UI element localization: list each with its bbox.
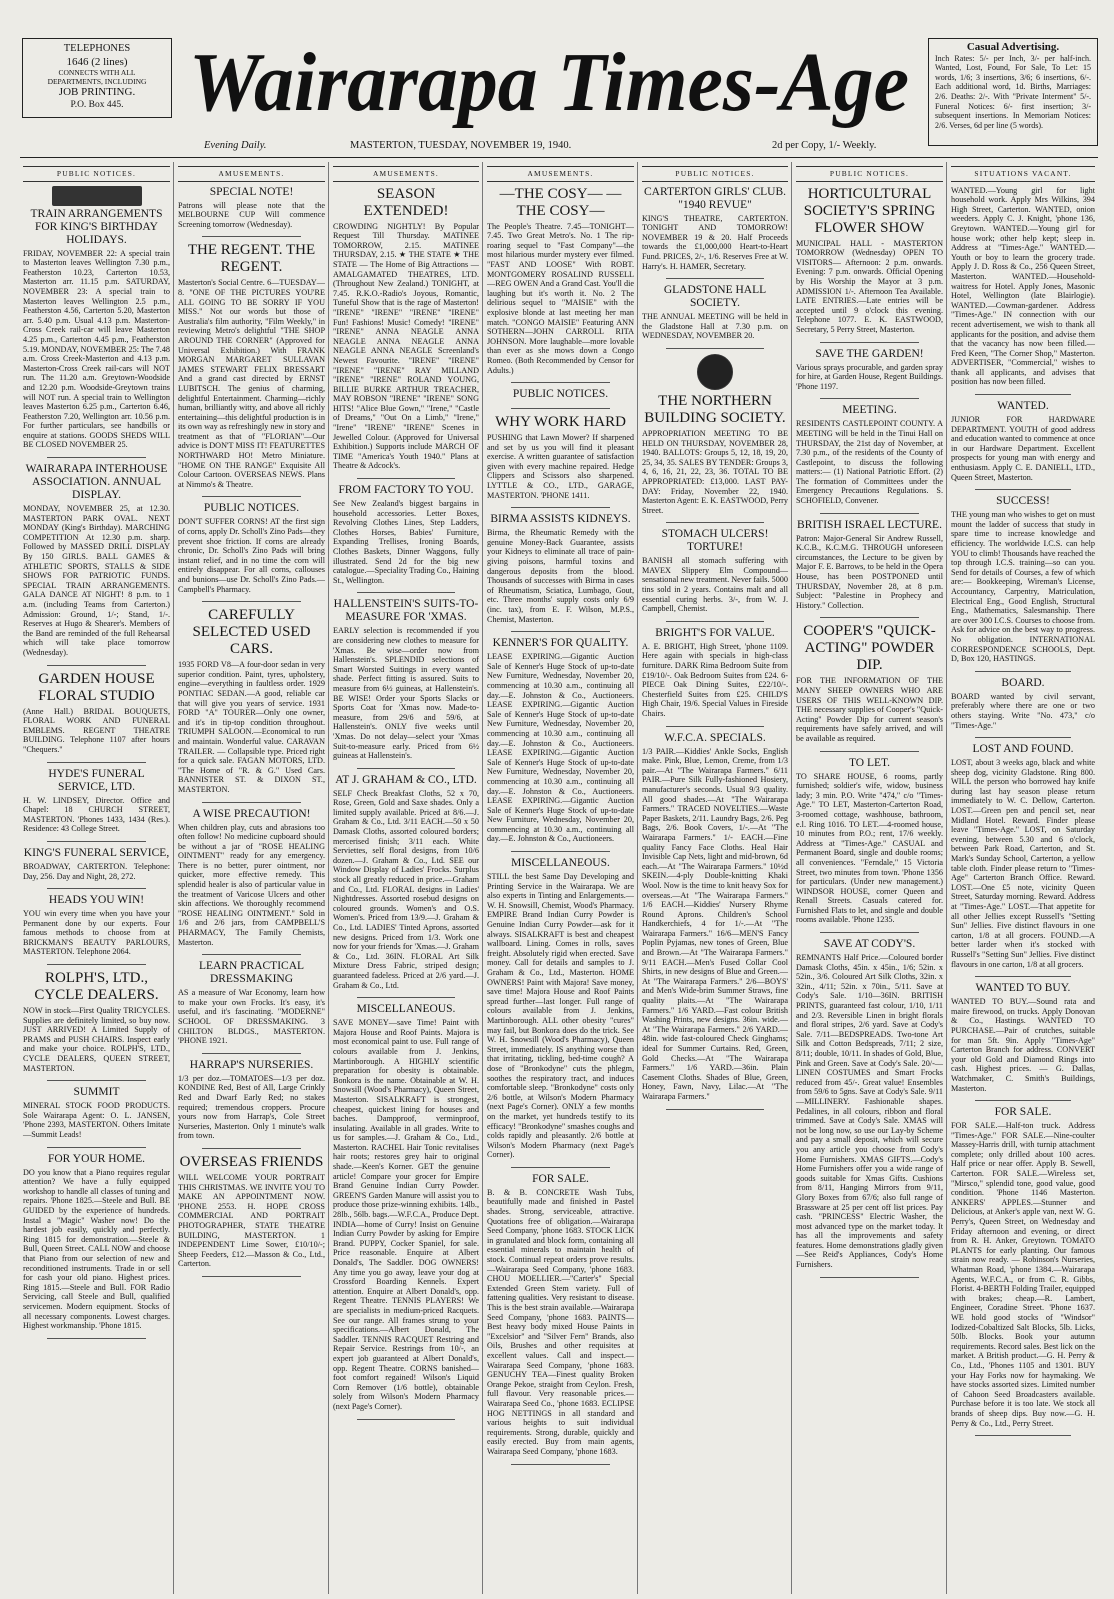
divider [357,997,455,998]
ad-text: WILL WELCOME YOUR PORTRAIT THIS CHRISTMAS. WE INVITE YOU TO MAKE AN APPOINTMENT NOW. 'PHONE 2553. H. HOPE CROSS COMMERCIAL AND PORTRAIT PHOTOGRAPHER, STATE THEATRE BUILDING, MASTERTON. 1 INDEPENDENT Lime Sower, £10/10/-; Sheep Feeders, £12.—Masson & Co., Ltd., Carterton. [178,1172,325,1269]
advertisement [487,857,634,1160]
advertisement [796,348,943,392]
northern-society-seal-icon [697,354,733,390]
ad-text: APPROPRIATION MEETING TO BE HELD ON THURSDAY, NOVEMBER 28, 1940. BALLOTS: Groups 5, 12, 18, 19, 20, 25, 34, 35. SALES BY TENDER: Groups 3, 4, 6, 16, 21, 22, 23, 36. TOTAL TO BE APPROPRIATED: £13,000. LAST PAY-DAY: Friday, November 22, 1940. Masterton Agent: E. K. EASTWOOD, Perry Street. [642,428,788,515]
divider [666,522,764,523]
divider [47,1080,146,1081]
casual-text: Inch Rates: 5/- per Inch, 3/- per half-inch. Wanted, Lost, Found, For Sale, To Let: 15 words, 1/6; 3 insertions, 3/6; 6 insertions, 6/-. Each additional word, 1d. Births, Marriages: 2/6. Deaths: 2/-. With "Private Interment" 5/-. Funeral Notices: 6/- first insertion; 3/- subsequent insertions. In Memoriam Notices: 2/6. Verses, 6d per line (5 words). [935,53,1091,130]
column-4 [484,166,637,1592]
newspaper-title [182,24,917,136]
ad-text: DON'T SUFFER CORNS! AT the first sign of corns, apply Dr. Scholl's Zino Pads—they prevent shoe friction. If corns are already chronic, Dr. Scholl's Zino Pads will bring instant relief, and in no time the corn will entirely disappear. For all corns, callouses and bunions—use Dr. Scholl's Zino Pads.—Campbell's Pharmacy. [178,517,325,594]
ad-text: RESIDENTS CASTLEPOINT COUNTY. A MEETING will be held in the Tinui Hall on THURSDAY, the 21st day of November, at 7.30 p.m., of the residents of the County of Castlepoint, to discuss the following matters:— (1) National Patriotic Effort. (2) The formation of Committees under the Emergency Precautions Regulations. S. SCHOFIELD, Convener. [796,419,943,506]
column-rule [328,162,329,1594]
ad-text: MUNICIPAL HALL - MASTERTON TOMORROW (Wednesday) OPEN TO VISITORS— Afternoon: 2 p.m. onwards. Evening: 7 p.m. onwards. Official Opening by His Worship the Mayor at 3 p.m. ADMISSION 1/-. Afternoon Tea Available. LATE ENTRIES.—Late entries will be accepted until 9 o'clock this evening. Telephone 1077. E. K. EASTWOOD, Secretary, 5 Perry Street, Masterton. [796,238,943,334]
ad-heading: SUMMIT [73,1086,120,1099]
ad-heading: HALLENSTEIN'S SUITS-TO-MEASURE FOR 'XMAS. [333,598,479,624]
column-5 [639,166,791,1592]
ad-heading: LOST AND FOUND. [972,743,1074,756]
ad-heading: COOPER'S "QUICK-ACTING" POWDER DIP. [803,623,936,674]
ad-heading: SAVE THE GARDEN! [815,347,924,360]
divider [820,1277,919,1278]
divider [666,278,764,279]
column-1 [20,166,173,1592]
ad-heading: CAREFULLY SELECTED USED CARS. [192,607,311,658]
ad-heading: TRAIN ARRANGEMENTS FOR KING'S BIRTHDAY HOLIDAYS. [30,207,163,246]
divider [511,1464,610,1465]
tel-line: P.O. Box 445. [70,99,124,110]
divider [202,236,301,237]
ad-text: LEASE EXPIRING.—Gigantic Auction Sale of Kenner's Huge Stock of up-to-date New Furniture, Wednesday, November 20, commencing at 10.30 a.m., continuing all day.—E. Johnston & Co., Auctioneers. LEASE EXPIRING.—Gigantic Auction Sale of Kenner's Huge Stock of up-to-date New Furniture, Wednesday, November 20, commencing at 10.30 a.m., continuing all day.—E. Johnston & Co., Auctioneers. LEASE EXPIRING.—Gigantic Auction Sale of Kenner's Huge Stock of up-to-date New Furniture, Wednesday, November 20, commencing at 10.30 a.m., continuing all day.—E. Johnston & Co., Auctioneers. LEASE EXPIRING.—Gigantic Auction Sale of Kenner's Huge Stock of up-to-date New Furniture, Wednesday, November 20, commencing at 10.30 a.m., continuing all day.—E. Johnston & Co., Auctioneers. [487,652,634,844]
ad-text: BANISH all stomach suffering with MAVEX Slippery Elm Compound—sensational new treatment. Never fails. 5000 tins sold in 2 years. Contains malt and all essential curing herbs. 3/-, from W. J. Campbell, Chemist. [642,556,788,614]
ad-heading: OVERSEAS FRIENDS [179,1153,324,1170]
ad-heading: BRIGHT'S FOR VALUE. [655,626,775,639]
ad-heading: KENNER'S FOR QUALITY. [492,637,629,650]
divider [975,394,1071,395]
advertisement [487,1173,634,1457]
ad-heading: TO LET. [848,756,891,769]
ad-heading: THE REGENT. THE REGENT. [187,242,316,276]
advertisement [23,970,170,1073]
telephones-box [22,38,172,118]
ad-text: (Anne Hall.) BRIDAL BOUQUETS, FLORAL WORK AND FUNERAL EMBLEMS. REGENT THEATRE BUILDING. Telephone 1107 after hours "Chequers." [23,706,170,754]
advertisement [487,637,634,844]
advertisement [178,808,325,948]
ad-heading: THE NORTHERN BUILDING SOCIETY. [644,392,786,426]
divider [975,489,1071,490]
divider [47,762,146,763]
advertisement [23,463,170,658]
ad-heading: SUCCESS! [996,495,1050,508]
divider [511,631,610,632]
train-icon [52,186,142,206]
advertisement [951,677,1095,730]
ad-heading: HARRAP'S NURSERIES. [189,1058,314,1071]
column-heading: PUBLIC NOTICES. [23,166,170,182]
ad-text: REMNANTS Half Price.—Coloured border Damask Cloths, 45in. x 45in., 1/6; 52in. x 52in., 3/6. Coloured Art Silk Cloths, 32in. x 32in., 4/11; 52in. x 70in., 5/11. Save at Cody's Sale. 1/10—36IN. BRITISH PRINTS, guaranteed fast colour, 1/10, 1/11 and 2/3. Reversible Linen in bright florals and floral stripes, 2/6 yard. Save at Cody's Sale. 7/11—BEDSPREADS. Two-tone Art Silk and Cotton Bedspreads, 7/11; 2 size, 8/11; double, 10/11. In shades of Gold, Blue, Pink and Green. Save at Cody's Sale. 20/-—LINEN COSTUMES and Smart Frocks reduced from 45/-. Great value! Ensembles from 59/6 to 5gns. Save at Cody's Sale. 9/11—MILLINERY. Fashionable shapes. Pedalines, in all colours, ribbon and floral trimmed. Save at Cody's Sale. XMAS will not be long now, so use our Lay-by Scheme and pay a small deposit, which will secure you any article you choose from Cody's Home Furnishers. XMAS GIFTS.—Cody's Home Furnishers offer you a wide range of goods suitable for Xmas Gifts. Cushions from 8/11, Hanging Mirrors from 9/11, Glory Boxes from 67/6; also full range of Brassware at 25 per cent off list prices. Pay cash. "PRINCESS" Electric Washer, the most advanced type on the market today. It has all the improvements and safety features. Home demonstrations gladly given—See Reid's Appliances, Cody's Home Furnishers. [796,953,943,1270]
header-rule [20,157,1098,158]
divider [47,964,146,965]
column-heading: PUBLIC NOTICES. [796,166,943,182]
ad-text: YOU win every time when you have your Permanent done by our experts. Four famous methods to choose from at BRICKMAN'S BEAUTY PARLOURS, MASTERTON. Telephone 2064. [23,909,170,957]
column-rule [482,162,483,1594]
divider [202,601,301,602]
ad-heading: MEETING. [842,404,897,417]
divider [202,1053,301,1054]
column-heading: AMUSEMENTS. [487,166,634,182]
ad-heading: GARDEN HOUSE FLORAL STUDIO [38,670,155,704]
advertisement [642,528,788,614]
ad-heading: MISCELLANEOUS. [356,1003,456,1016]
advertisement [178,607,325,794]
column-heading: SITUATIONS VACANT. [951,166,1095,182]
ad-text: FOR THE INFORMATION OF THE MANY SHEEP OWNERS WHO ARE USERS OF THIS WELL-KNOWN DIP. THE necessary supplies of Cooper's "Quick-Acting" Powder Dip for current season's requirements have safely arrived, and will be available as required. [796,676,943,743]
ad-heading: HORTICULTURAL SOCIETY'S SPRING FLOWER SHOW [803,185,936,236]
ad-text: 1/3 PAIR.—Kiddies' Ankle Socks, English make. Pink, Blue, Lemon, Creme, from 1/3 pair.—At "The Wairarapa Farmers." 6/11 PAIR.—Pure Silk Fully-fashioned Hosiery, manufacturer's seconds. Usual 9/3 quality. All good shades.—At "The Wairarapa Farmers." TRACED NOVELTIES.—Waste Paper Baskets, 2/11. Laundry Bags, 2/6. Peg Bags, 2/6. Book Covers, 1/-.—At "The Wairarapa Farmers." 1/- EACH.—Fine quality Fancy Face Cloths. Heal Hair Invisible Cap Nets, light and mid-brown, 6d each.—At "The Wairarapa Farmers." 10½d SKEIN.—4-ply Double-knitting Khaki Wool. Now is the time to knit heavy Sox for overseas.—At "The Wairarapa Farmers." 1/6 EACH.—Kiddies' Nursery Rhyme Round Aprons. Children's School Handkerchiefs, 4 for 1/-.—At "The Wairarapa Farmers." 16/6—MEN'S Fancy Poplin Pyjamas, new tones of Green, Blue and Brown.—At "The Wairarapa Farmers." 9/11 EACH.—Men's Fused Collar Cool Shirts, in new designs of Blue and Green.—At "The Wairarapa Farmers." 2/6—BOYS' and Men's Wide-brim Summer Straws, fine quality plaits.—At "The Wairarapa Farmers." 1/6 YARD.—Fast colour British Washing Prints, new designs. 36in. wide.—At "The Wairarapa Farmers." 2/6 YARD.—48in. wide fast-coloured Check Ginghams; ideal for Summer Curtains. Red, Green, Gold Checks.—At "The Wairarapa Farmers." 1/6 YARD.—36in. Plain Casement Cloths. Shades of Blue, Green, Honey, Fawn, Navy, Lilac.—At "The Wairarapa Farmers." [642,746,788,1101]
advertisement [333,1003,479,1411]
ad-text: STILL the best Same Day Developing and Printing Service in the Wairarapa. We are also experts in Tinting and Enlargements.—W. H. Snowsill, Chemist, Wood's Pharmacy. EMPIRE Brand Indian Curry Powder is Genuine Indian Curry Powder—ask for it always. SISALKRAFT is best and cheapest wallboard. Lining. Comes in rolls, saves freight. Absolutely rigid when erected. Save money. Call for details and samples to J. Graham & Co., Ltd., Masterton. HOME OWNERS! Paint with Majora! Save money, save time! Majora House and Roof Paints spread further—last longer. Full range of colours available from J. Jenkins, Martinborough. ALL other obesity "cures" may fail, but Bonkora does do the trick. See W. H. Snowsill (Wood's Pharmacy), Queen Street, immediately. IS anything worse than that irritating, tickling, bed-time cough? A dose of "Bronkodyne" cuts the phlegm, soothes the respiratory tract, and induces comfortable sleep. "Bronkodyne" costs only 2/6 bottle, at Wilson's Modern Pharmacy (next Page's Corner). ONLY a few months on the market, yet hundreds testify to its efficacy! "Bronkodyne" smashes coughs and colds rapidly and pleasantly. 2/6 bottle at Wilson's Modern Pharmacy (next Page's Corner). [487,872,634,1160]
column-rule [173,162,174,1594]
advertisement [642,732,788,1102]
advertisement [487,186,634,376]
advertisement [951,400,1095,482]
divider [357,768,455,769]
advertisement [487,388,634,401]
ad-heading: SPECIAL NOTE! [209,185,294,198]
ad-heading: MISCELLANEOUS. [511,857,610,870]
ad-heading: BOARD. [1001,676,1045,689]
advertisement [178,1059,325,1141]
ad-heading: LEARN PRACTICAL DRESSMAKING [198,960,305,986]
ad-heading: BIRMA ASSISTS KIDNEYS. [490,513,631,526]
divider [975,1435,1071,1436]
tel-line: DEPARTMENTS, INCLUDING [47,77,147,86]
ad-text: PUSHING that Lawn Mower? If sharpened and set by us you will find it pleasant exercise. A written guarantee of satisfaction given with every machine repaired. Hedge Clippers and Scissors also sharpened. LYTTLE & CO., LTD., GARAGE, MASTERTON. 'PHONE 1411. [487,433,634,500]
column-7 [948,166,1098,1592]
divider [820,617,919,618]
divider [511,382,610,383]
ad-heading: WANTED. [997,400,1049,413]
ad-heading: W.F.C.A. SPECIALS. [664,731,766,744]
divider [666,1109,764,1110]
ad-text: Birma, the Rheumatic Remedy with the genuine Money-Back Guarantee, assists your Kidneys to eliminate all trace of pain-giving poisons, harmful toxins and dangerous deposits from the blood. Thousands of successes with Birma in cases of Rheumatism, Sciatica, Lumbago, Gout, etc. Three months' supply costs only 6/9 (inc. tax), from E. F. Wilson, M.P.S., Chemist, Masterton. [487,528,634,624]
ad-text: See New Zealand's biggest bargains in household accessories. Letter Boxes, Revolving Clothes Lines, Step Ladders, Clothes Horses, Babies' Furniture, Expanding Trellises, Ironing Boards, Clothes Baskets, Dinner Waggons, fully illustrated. Send 2d for the big new catalogue.—Speciality Trading Co., Haining St., Wellington. [333,499,479,585]
ad-text: EARLY selection is recommended if you are considering new clothes to measure for 'Xmas. Be wise—order now from Hallenstein's. SPLENDID selections of Smart Worsted Suitings in every wanted shade. Perfect fitting is assured. Suits to measure from 6½ guineas, at Hallenstein's. BE WISE! Order your Sports Slacks or Sports Coat for 'Xmas now. Made-to-measure, from 29/6 and 59/6, at Hallenstein's. ONLY five weeks until 'Xmas. Do not delay—select your 'Xmas Suit-to-measure early. Priced from 6½ guineas at Hallenstein's. [333,626,479,761]
divider [511,408,610,409]
divider [47,1338,146,1339]
divider [47,457,146,458]
advertisement [23,186,170,450]
divider [820,342,919,343]
ad-text: CROWDING NIGHTLY! By Popular Request Till Thursday. MATINEE TOMORROW, 2.15. MATINEE THURSDAY, 2.15. ★ THE STATE ★ THE STATE — The Home of Big Attractions — AMALGAMATED THEATRES, LTD. (Throughout New Zealand.) TONIGHT, at 7.45. R.K.O.-Radio's Joyous, Romantic, Tuneful Show that is the rage of Masterton! "IRENE" "IRENE" "IRENE" "IRENE" Fun! Fashions! Music! Comedy! "IRENE" "IRENE" ANNA NEAGLE ANNA NEAGLE ANNA NEAGLE ANNA NEAGLE ANNA NEAGLE Screenland's Newest Favourite. "IRENE" "IRENE" "IRENE" "IRENE" RAY MILLAND "IRENE" "IRENE" ROLAND YOUNG, BILLIE BURKE ARTHUR TREACHER, MAY ROBSON "IRENE" "IRENE" SONG HITS! "Alice Blue Gown," "Irene," "Castle of Dreams," "Out On a Limb," "Irene," "Irene" "IRENE" "IRENE" Scenes in Jewelled Colour. (Approved for Universal Exhibition.) Supports include MARCH OF TIME "America's Youth 1940." Plans at Theatre & Adcock's. [333,221,479,471]
ad-heading: SEASON EXTENDED! [363,185,449,219]
divider [975,737,1071,738]
column-rule [791,162,792,1594]
divider [666,726,764,727]
ad-heading: CARTERTON GIRLS' CLUB. "1940 REVUE" [643,185,786,211]
column-heading: AMUSEMENTS. [178,166,325,182]
divider [202,1276,301,1277]
ad-text: 1935 FORD V8—A four-door sedan in very superior condition. Paint, tyres, upholstery, engine—everything in faultless order. 1929 PONTIAC SEDAN.—A good, reliable car that will give you years of service. 1931 FORD "A" TOURER—Only one owner, and it's in tip-top condition throughout. TRIUMPH SALOON.—Economical to run and maintain. Wonderful value. CARAVAN TRAILER. — Collapsible type. Priced right for a quick sale. FAGAN MOTORS, LTD. "The Home of "R. & G." Used Cars. BANNISTER ST. & DIXON ST., MASTERTON. [178,660,325,794]
ad-heading: PUBLIC NOTICES. [512,388,609,401]
advertisement [23,1153,170,1331]
ad-heading: PUBLIC NOTICES. [203,502,300,515]
advertisement [23,894,170,957]
divider [357,1419,455,1420]
column-3 [330,166,482,1592]
advertisement [796,404,943,505]
ad-text: Masterton's Social Centre. 6—TUESDAY—8. "ONE OF THE PICTURES YOU'RE ALL GOING TO BE SORRY IF YOU MISS." Not our words but those of Australia's film authority, "Film Weekly," in reviewing Metro's delightful "THE SHOP AROUND THE CORNER" (Approved for Universal Exhibition.) With FRANK MORGAN MARGARET SULLAVAN JAMES STEWART FELIX BRESSART And a grand cast directed by ERNST LUBITSCH. The genius of charming, delightful Entertainment. Charming—richly human, brilliantly witty, and above all richly entertaining—this delightful production is in its own way as refreshingly new in story and treatment as that of "FLORIAN"—Our advice is DON'T MISS IT! FEATURETTES NORTHWARD HO! Metro Miniature. "HOME ON THE RANGE" Exquisite All Colour Cartoon. OVERSEAS NEWS. Plans at Nimmo's & Theatre. [178,278,325,489]
column-2 [175,166,328,1592]
advertisement [23,671,170,755]
ad-heading: SAVE AT CODY'S. [823,938,916,951]
column-6 [793,166,946,1592]
advertisement [178,960,325,1046]
ad-text: JUNIOR FOR HARDWARE DEPARTMENT. YOUTH of good address and education wanted to commence at once in our Hardware Department. Excellent prospects for young man with energy and enthusiasm. Apply C. E. DANIELL, LTD., Queen Street, Masterton. [951,415,1095,482]
divider [820,398,919,399]
advertisement [178,502,325,594]
ad-text: LOST, about 3 weeks ago, black and white sheep dog, vicinity Gladstone. Ring 800. WILL the person who borrowed hay knife during last hay season please return immediately to W. C. Dellow, Carterton. LOST.—Green pen and pencil set, near Midland Hotel. Reward. Finder please leave "Times-Age." LOST, on Saturday evening, between 5.30 and 6 o'clock, between Park Road, Carterton, and St. Mark's Sunday School, Carterton, a yellow table cloth. Finder please return to "Times-Age" Carterton Branch Office. Reward. LOST.—One £5 note, vicinity Queen Street, Saturday morning. Reward. Address at "Times-Age." LOST.—That appetite for all other Jellies except Russell's "Setting Sun" Jellies. Five distinct flavours in one carton, 1/8 at all grocers. FOUND.—A better larder when it's stocked with Russell's "Setting Sun" Jellies. Five distinct flavours in one carton, 1/8 at all grocers. [951,758,1095,969]
advertisement [642,627,788,719]
ad-text: TO SHARE HOUSE, 6 rooms, partly furnished; soldier's wife, widow, business lady; 3 min. P.O. Write "474," c/o "Times-Age." TO LET, Masterton-Carterton Road, 3-roomed cottage, washhouse, bathroom, e.l. Ring 1016. TO LET.—4-roomed house, 10 minutes from P.O.; rent, 17/6 weekly. Address at "Times-Age." CASUAL and Permanent Board, single and double rooms; all conveniences. "Ferndale," 15 Victoria Street, two minutes from town. 'Phone 1356 for particulars. (Under new management.) WINDSOR HOUSE, corner Queen and Renall Streets. Casuals catered for. Furnished Flats to let, and single and double rooms available. 'Phone 1235. [796,771,943,925]
advertisement [333,598,479,760]
advertisement [642,354,788,515]
advertisement [178,186,325,230]
ad-heading: FOR YOUR HOME. [47,1152,145,1165]
advertisement [333,186,479,471]
advertisement [23,847,170,881]
ad-text: A. E. BRIGHT, High Street, 'phone 1109. Here again with specials in high-class furniture. DARK Rima Bedroom Suite from £19/10/-. Oak Bedroom Suites from £24. 6-PIECE Oak Dining Suites, £22/10/-. Chesterfield Suites from £25. CHILD'S High Chair, 19/6. Special Values in Fireside Chairs. [642,641,788,718]
ad-text: Patrons will please note that the MELBOURNE CUP Will commence Screening tomorrow (Wednesday). [178,200,325,229]
advertisement [951,982,1095,1093]
divider [666,348,764,349]
ad-heading: WAIRARAPA INTERHOUSE ASSOCIATION. ANNUAL DISPLAY. [25,463,168,502]
ad-text: The People's Theatre. 7.45—TONIGHT—7.45. Two Great Metro's. No. 1 The rip-roaring sequel to "Fast Company"—the most hilarious murder mystery ever filmed. "FAST AND LOOSE" With ROBT. MONTGOMERY ROSALIND RUSSELL—REG OWEN And a Grand Cast. You'll die laughing but it's worth it. No. 2 The delirious sequel to "MAISIE" with the explosive blonde at last meeting her man match. "CONGO MAISIE" Featuring ANN SOTHERN—JOHN CARROLL RITA JOHNSON. More laughable—more lovable than ever as she mows down a Congo Romeo. (Both Recommended by Censor for Adults.) [487,221,634,375]
ad-heading: FOR SALE. [532,1172,589,1185]
advertisement [487,513,634,624]
ad-heading: WANTED TO BUY. [975,982,1071,995]
divider [511,507,610,508]
ad-heading: FOR SALE. [994,1106,1052,1119]
divider [511,851,610,852]
tel-line: CONNECTS WITH ALL [58,68,136,77]
tel-line: 1646 (2 lines) [66,55,128,68]
ad-heading: A WISE PRECAUTION! [192,807,311,820]
advertisement [951,495,1095,664]
advertisement [333,774,479,990]
divider [47,888,146,889]
ad-heading: —THE COSY— —THE COSY— [499,185,622,219]
ad-heading: BRITISH ISRAEL LECTURE. [797,518,942,531]
ad-text: KING'S THEATRE, CARTERTON. TONIGHT AND TOMORROW! NOVEMBER 19 & 20. Half Proceeds towards the £1,000,000 Heart-to-Heart Fund. PRICES, 2/-, 1/6. Reserves Free at W. Harry's. H. HAMER, Secretary. [642,213,788,271]
divider [47,665,146,666]
ad-text: Patron: Major-General Sir Andrew Russell, K.C.B., K.C.M.G. THROUGH unforeseen circumstances, the Lecture to be given by Major F. E. Barrows, to be held in the Opera House, has been POSTPONED until THURSDAY, November 28, at 8 p.m. Subject: "Palestine in Prophecy and History." Collection. [796,533,943,610]
column-rule [637,162,638,1594]
ad-text: SELF Check Breakfast Cloths, 52 x 70, Rose, Green, Gold and Saxe shades. Only a limited supply available. Priced at 8/6.—J. Graham & Co., Ltd. 3/11 EACH.—50 x 50 Damask Cloths, assorted coloured borders; mercerised finish; 3/11 each. White Serviettes, self floral designs, from 10/6 dozen.—J. Graham & Co., Ltd. SEE our Window Display of Ladies' Frocks. Surplus stock all greatly reduced in price.—Graham and Co., Ltd. FLORAL designs in Ladies' Nightdresses. Assorted rosebud designs on coloured grounds. Women's and O.S. Women's. Priced from 13/9.—J. Graham & Co., Ltd. LADIES' Tinted Aprons, assorted new designs. Priced from 1/3. Work one now for your friends for 'Xmas.—J. Graham & Co., Ltd. 36IN. FLORAL Art Silk Mixture Dress Fabric, striped design; guaranteed fadeless. Priced at 2/6 yard.—J. Graham & Co., Ltd. [333,788,479,990]
advertisement [23,1086,170,1139]
ad-heading: ROLPH'S, LTD., CYCLE DEALERS. [34,970,159,1004]
column-heading: PUBLIC NOTICES. [642,166,788,182]
divider [820,513,919,514]
divider [820,751,919,752]
advertisement [951,186,1095,387]
advertisement [178,242,325,489]
advertisement [796,623,943,743]
ad-text: When children play, cuts and abrasions too often follow! No medicine cupboard should be without a jar of "ROSE HEALING OINTMENT" ready for any emergency. There is no better, purer ointment, nor quicker, more effective remedy. This splendid healer is also of particular value in the treatment of Varicose Ulcers and other skin affections. We thoroughly recommend "ROSE HEALING OINTMENT." Sold in 1/6 and 2/6 jars, from CAMPBELL'S PHARMACY, The Family Chemists, Masterton. [178,822,325,947]
advertisement [333,484,479,585]
ad-text: H. W. LINDSEY, Director. Office and Chapel: 18 CHURCH STREET, MASTERTON. 'Phones 1433, 1434 (Res.). Residence: 43 College Street. [23,795,170,834]
date-label: MASTERTON, TUESDAY, NOVEMBER 19, 1940. [350,140,572,151]
divider [357,592,455,593]
price-label: 2d per Copy, 1/- Weekly. [772,140,877,151]
ad-text: MONDAY, NOVEMBER 25, at 12.30. MASTERTON PARK OVAL. NEXT MONDAY (King's Birthday). MARCHING COMPETITION At 12.30 p.m. sharp. Followed by MASSED DRILL DISPLAY By 150 GIRLS. BALL GAMES & ATHLETIC SPORTS, STALLS & SIDE SHOWS FOR PATRIOTIC FUNDS. SPECIAL TRAIN ARRANGEMENTS. GALA DANCE AT NIGHT! 8 p.m. to 1 a.m. (including Teams from Carterton.) Admission: Ground, 1/-; Stand, 1/-. Reserves at Hugo & Shearer's. Members of the Band are reminded of the full Rehearsal which will take place tomorrow (Wednesday). [23,504,170,657]
ad-heading: AT J. GRAHAM & CO., LTD. [335,773,477,786]
advertisement [642,284,788,341]
tel-line: TELEPHONES [63,43,131,54]
ad-text: SAVE MONEY—save Time! Paint with Majora House and Roof Paints. Majora is most economical paint to use. Full range of colours available from J. Jenkins, Martinborough. A HIGHLY scientific preparation for obesity is obtainable. Bonkora is the name. Obtainable at W. H. Snowsill (Wood's Pharmacy), Queen Street, Masterton. SISALKRAFT is strongest, cheapest, quickest lining for houses and baches. Dampproof, verminproof, insulating. Available in all grades. Write to us for samples.—J. Graham & Co., Ltd., Masterton. RACHEL Hair Tonic revitalises hair roots; restores grey hair to original shade.—Keen's Korner. GET the genuine article! Compare your grocer for Empire Brand Genuine Indian Curry Powder. GREEN'S Garden Manure will assist you to produce those prize-winning exhibits. 14lb., 28lb., 56lb. bags.—W.F.C.A., Produce Dept. INDIA—home of Curry! Insist on Genuine Indian Curry Powder by asking for Empire Brand. PUPPY, Cocker Spaniel, for sale. Price reasonable. Enquire at Albert Donald's, The Saddler. DOG OWNERS! Any time you go away, leave your dog at Crossford Boarding Kennels. Expert attention. Enquire at Albert Donald's, opp. Regent Theatre. TENNIS PLAYERS! We are specialists in medium-priced Racquets. See our range. All frames strung to your specifications.—Albert Donald, The Saddler. TENNIS RACQUET Restring and Repair Service. Restrings from 10/-, an expert job guaranteed at Albert Donald's, opp. Regent Theatre. CORNS banished—foot comfort regained! Wilson's Liquid Corn Remover (1/6 bottle), obtainable solely from Wilson's Modern Pharmacy (next Page's Corner). [333,1018,479,1411]
divider [820,932,919,933]
ad-text: Various sprays procurable, and garden spray for hire, at Garden House, Regent Buildings. 'Phone 1197. [796,362,943,391]
advertisement [796,757,943,926]
divider [511,1167,610,1168]
ad-heading: HEADS YOU WIN! [48,894,145,907]
divider [975,1100,1071,1101]
divider [202,954,301,955]
ad-heading: FROM FACTORY TO YOU. [338,484,474,497]
divider [202,802,301,803]
divider [975,976,1071,977]
ad-text: BOARD wanted by civil servant, preferably where there are one or two others staying. Write "No. 473," c/o "Times-Age." [951,691,1095,730]
ad-text: FRIDAY, NOVEMBER 22: A special train to Masterton leaves Wellington 7.30 p.m., Featherston 10.23, Carterton 10.53, Masterton arr. 11.15 p.m. SATURDAY, NOVEMBER 23: A special train to Masterton leaves Wellington 2.5 p.m., Featherston 4.56, Carterton 5.20, Masterton arr. 5.40 p.m. Usual 4.13 p.m. Masterton-Cross Creek rail-car will leave Masterton 4.25 p.m., Carterton 4.45 p.m., Featherston 5.19. MONDAY, NOVEMBER 25: The 7.48 a.m. Cross Creek-Masterton and 4.13 p.m. Masterton-Cross Creek rail-cars will NOT run. The 11.20 a.m. Greytown-Woodside and 12.20 p.m. Woodside-Greytown trains will NOT run. A special train to Wellington leaves Masterton 6.25 p.m., Carterton 6.46, Featherston 7.20, Wellington arr. 10.56 p.m. For further particulars, see handbills or enquire at stations. GOODS SHEDS WILL BE CLOSED NOVEMBER 25. [23,248,171,450]
advertisement [796,519,943,611]
casual-advertising-box [928,38,1098,146]
edition-label: Evening Daily. [204,140,267,151]
divider [47,841,146,842]
ad-heading: WHY WORK HARD [495,414,626,431]
ad-heading: HYDE'S FUNERAL SERVICE, LTD. [48,767,145,793]
masthead [0,0,1114,152]
ad-text: THE young man who wishes to get on must mount the ladder of success that study in spare time to increase knowledge and efficiency. The worldwide I.C.S. can help YOU to climb! Thousands have reached the top through I.C.S. training—so can you. Send for details of Courses, a few of which are:— Bookkeeping, Wireman's License, Accountancy, Carpentry, Matriculation, Electrical Eng., Good English, Structural Eng., Mathematics, Salesmanship. There are over 300 I.C.S. Courses to choose from. Ask for advice on the best way to progress. No obligation. INTERNATIONAL CORRESPONDENCE SCHOOLS, Dept. D, Box 120, HASTINGS. [951,510,1095,664]
dateline [182,140,917,154]
ad-heading: STOMACH ULCERS! TORTURE! [661,528,769,554]
column-rule [946,162,947,1594]
ad-heading: GLADSTONE HALL SOCIETY. [663,284,767,310]
tel-line: JOB PRINTING. [58,86,136,98]
ad-text: BROADWAY, CARTERTON. Telephone: Day, 256. Day and Night, 28, 272. [23,861,170,881]
ad-text: THE ANNUAL MEETING will be held in the Gladstone Hall at 7.30 p.m. on WEDNESDAY, NOVEMBER 20. [642,312,788,341]
advertisement [178,1154,325,1269]
ad-text: MINERAL STOCK FOOD PRODUCTS. Sole Wairarapa Agent: O. L. JANSEN, 'Phone 2393, MASTERTON. Others Imitate—Summit Leads! [23,1101,170,1139]
ad-text: B. & B. CONCRETE Wash Tubs, beautifully made and finished in Pastel shades. Strong, serviceable, attractive. Quotations free of obligation.—Wairarapa Seed Company, 'phone 1683. STOCK LICK in granulated and block form, containing all essential minerals to maintain health of stock. Continual repeat orders prove results.—Wairarapa Seed Company, 'phone 1683. CHOU MOELLIER.—"Carter's" Special Extended Green Stem variety. Full of fattening qualities. Very resistant to disease. This is the best strain available.—Wairarapa Seed Company, 'phone 1683. PAINTS—Best heavy body mixed House Paints in "Excelsior" and "Silver Fern" Brands, also Oils, Brushes and other requisites at excellent values. Call and inspect.—Wairarapa Seed Company, 'phone 1683. GENUCHY TEA—Finest quality Broken Orange Pekoe, straight from Ceylon. Fresh, full flavour. Very reasonable prices.—Wairarapa Seed Co., 'phone 1683. ECLIPSE HOG NETTINGS in all standard and various heights to suit individual requirements. Strong, durable, quickly and easily erected. Buy from main agents, Wairarapa Seed Company, 'phone 1683. [487,1187,634,1456]
advertisement [23,768,170,834]
ad-text: 1/3 per doz.—TOMATOES—1/3 per doz. KONDINE Red, Best of All, Large Crinkly Red and Dwarf Early Red; no stakes required; tremendous croppers. Procure yours now from Harrap's, Cole Street Nurseries, Masterton. Only 1 minute's walk from town. [178,1073,325,1141]
ad-text: DO you know that a Piano requires regular attention? We have a fully equipped workshop to handle all classes of tuning and repairs. 'Phone 1825.—Steele and Bull. BE GUIDED by the experience of hundreds. Instal a "Magic" Washer now! Do the hardest job easily, quickly and perfectly. Ring 1815 for demonstration.—Steele & Bull, Queen Street. CALL NOW and choose that Piano from our selection of new and reconditioned instruments. Trade in or sell for cash your old piano. Highest prices. Ring 1815.—Steele and Bull. FOR Radio Servicing, call Steele and Bull, qualified servicemen. Modern equipment. Stocks of all necessary components. Lowest charges. Highest workmanship. 'Phone 1815. [23,1167,170,1331]
casual-title: Casual Advertising. [966,41,1060,53]
advertisement [796,186,943,335]
divider [202,1148,301,1149]
ad-text: NOW in stock—First Quality TRICYCLES. Supplies are definitely limited, so buy now. JUST ARRIVED! A Limited Supply of PRAMS and PUSH CHAIRS. Inspect early and make your choice. ROLPH'S, LTD., CYCLE DEALERS, QUEEN STREET, MASTERTON. [23,1006,170,1073]
divider [975,671,1071,672]
advertisement [487,414,634,500]
advertisement [642,186,788,272]
divider [357,478,455,479]
ad-text: WANTED TO BUY.—Sound rata and maire firewood, on trucks. Apply Donovan & Co., Hastings. WANTED TO PURCHASE.—Pair of crutches, suitable for man 5ft. 9in. Apply "Times-Age" Carterton Branch for address. CONVERT your old Gold and Diamond Rings into cash. Highest prices. — G. Dallas, Watchmaker, C. Smith's Buildings, Masterton. [951,997,1095,1093]
divider [666,621,764,622]
advertisement [951,1106,1095,1428]
divider [47,1147,146,1148]
ad-text: AS a measure of War Economy, learn how to make your own Frocks. It's easy, it's useful, and it's fascinating. "MODERNE" SCHOOL OF DRESSMAKING. 3 CHILTON BLDGS., MASTERTON. 'PHONE 1921. [178,988,325,1046]
column-heading: AMUSEMENTS. [333,166,479,182]
newspaper-title-text: Wairarapa Times-Age [189,36,909,129]
divider [202,496,301,497]
ad-heading: KING'S FUNERAL SERVICE, [23,846,170,859]
ad-text: WANTED.—Young girl for light household work. Apply Mrs Wilkins, 394 High Street, Carterton. WANTED, onion weeders. Apply C. J. Knight, 'phone 136, Greytown. WANTED.—Young girl for house work; other help kept; sleep in. Address at "Times-Age." WANTED.—Youth or boy to learn the grocery trade. Apply J. D. Ross & Co., 256 Queen Street, Masterton. WANTED.—Household-waitress for Hotel. Apply Jones, Masonic Hotel, Wellington (late Blairlogie). WANTED.—Cowman-gardener. Address "Times-Age." IN connection with our recent advertisement, we wish to thank all applicants for the position, and advise them that the vacancy has now been filled.—Fred Keen, "The Corner Shop," Masterton. ADVERTISER, "Commercial," wishes to thank all applicants, and advises that position has now been filled. [951,185,1095,387]
ad-text: FOR SALE.—Half-ton truck. Address "Times-Age." FOR SALE.—Nine-coulter Massey-Harris drill, with turnip attachment complete; only drilled about 100 acres. Half price or near offer. Apply B. Sewell, Carterton. FOR SALE.—Wireless set, "Mirsco," splendid tone, good value, good condition. 'Phone 1146 Masterton. ANKERS' APPLES.—Stunner and Delicious, at Anker's apple van, next W. G. Perry's, Queen Street, on Wednesday and Friday afternoon and evening, or direct from R. H. Anker, Greytown. TOMATO PLANTS for early planting. Our famous strain now ready. — Robinson's Nurseries, Whatman Road, 'phone 1384.—Wairarapa Agents, W.F.C.A., or from C. R. Gibbs, Florist. 4-BERTH Folding Trailer, equipped with brakes; cheap.—R. Lambert, Engineer, Coradine Street. 'Phone 1637. WE hold good stocks of "Windsor" Iodized-Cobaltized Salt Blocks, 5lb. Licks, 50lb. Blocks. Book your autumn requirements. Record sales. Best lick on the market. A British product.—G. H. Perry & Co., Ltd., 'Phones 1105 and 1301. BUY your Hay Forks now for haymaking. We have stocks assorted sizes. Limited number of Cahoon Seed Broadcasters available. Purchase before it is too late. We stock all brands of sheep dips. Buy now.—G. H. Perry & Co., Ltd., Perry Street. [951,1121,1095,1428]
advertisement [796,938,943,1270]
advertisement [951,743,1095,969]
